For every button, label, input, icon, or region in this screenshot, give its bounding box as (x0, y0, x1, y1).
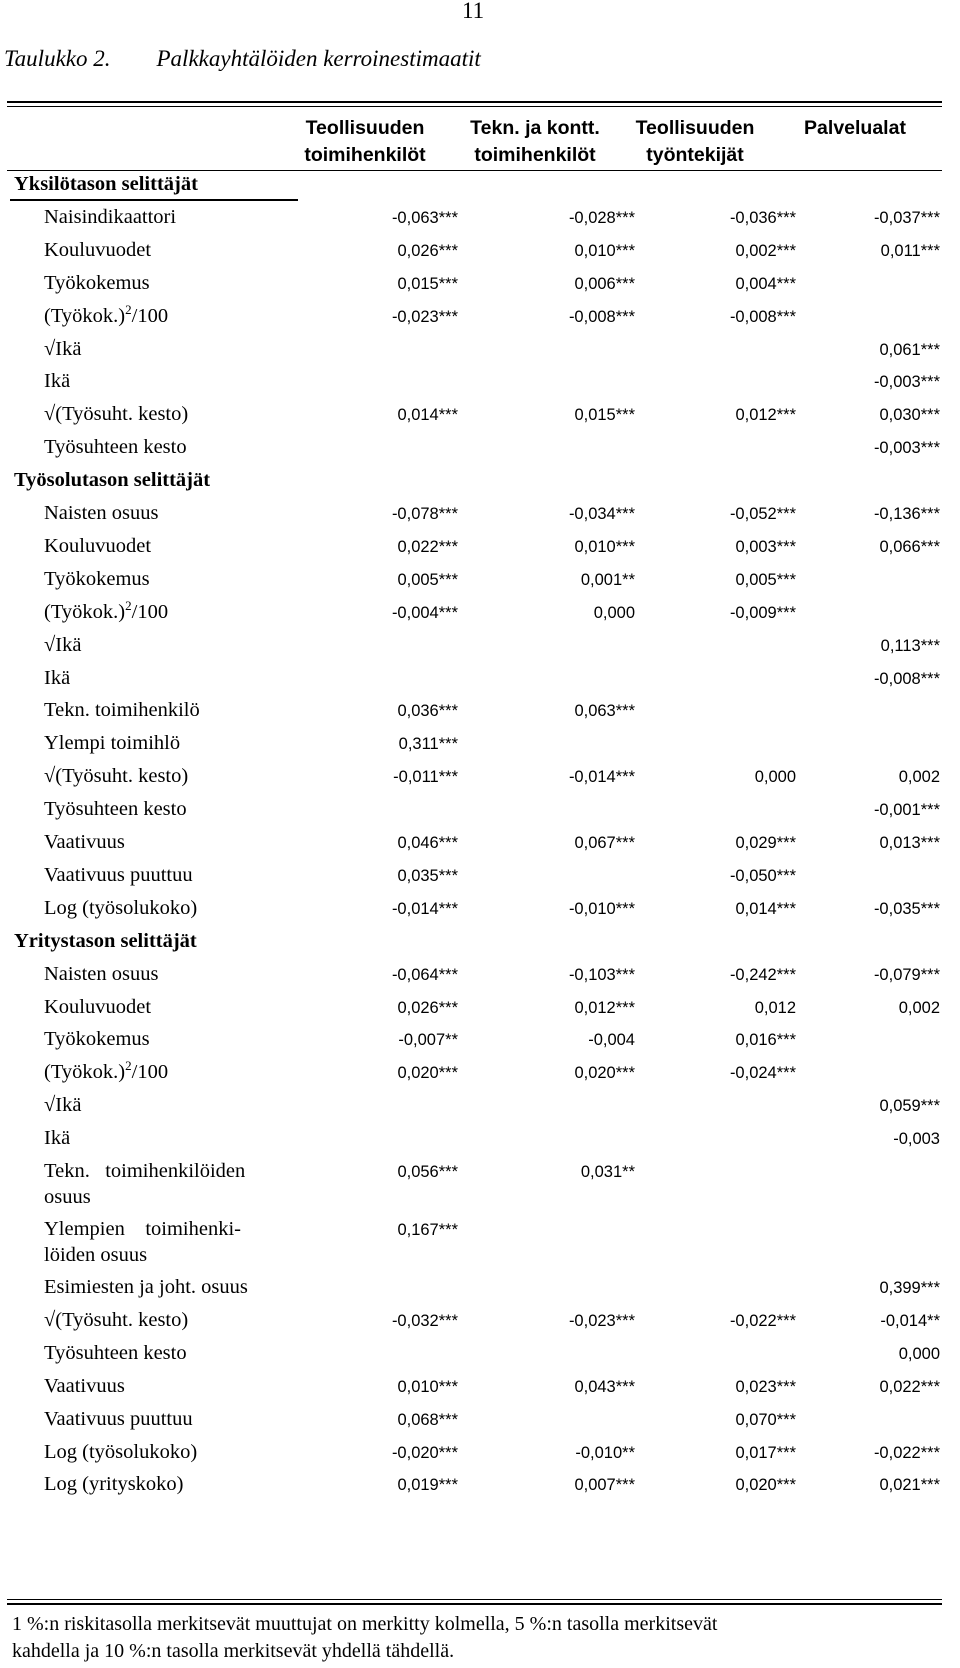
table-row (0, 1126, 960, 1160)
row-label (44, 863, 193, 887)
row-label (44, 1060, 168, 1084)
table-row (0, 1341, 960, 1375)
table-row (0, 863, 960, 897)
row-label-second-line: löiden osuus (44, 1244, 148, 1266)
cell-value: -0,079*** (873, 965, 940, 984)
bottom-double-rule-2 (7, 1603, 942, 1605)
table-row (0, 1407, 960, 1441)
bottom-double-rule-1 (7, 1599, 942, 1600)
cell-value: 0,010*** (574, 537, 635, 556)
row-label-second-line: osuus (44, 1186, 91, 1208)
cell-value: 0,000 (898, 1344, 940, 1363)
cell-value: 0,020*** (397, 1064, 458, 1083)
cell-value: 0,070*** (735, 1410, 796, 1429)
row-label-text: Naisindikaattori (44, 205, 177, 228)
section-underline (10, 199, 298, 201)
cell-value: -0,008*** (568, 307, 635, 326)
row-label (44, 731, 180, 755)
table-row (0, 1217, 960, 1266)
row-label (44, 1093, 81, 1117)
column-header-line: Teollisuuden (635, 117, 755, 139)
cell-value: -0,063*** (391, 208, 458, 227)
column-header-line: Tekn. ja kontt. (470, 117, 600, 139)
cell-value: -0,034*** (568, 505, 635, 523)
cell-value: -0,037*** (873, 208, 940, 227)
table-caption (4, 46, 481, 72)
cell-value: -0,022*** (729, 1311, 796, 1330)
cell-value: -0,007** (398, 1031, 458, 1050)
cell-value: 0,066*** (879, 537, 940, 556)
cell-value: 0,022*** (879, 1377, 940, 1396)
row-label (44, 205, 176, 229)
cell-value: 0,012*** (735, 406, 796, 425)
row-label (44, 271, 150, 295)
cell-value: 0,007*** (574, 1476, 635, 1495)
row-label-text: Tekn. toimihenkilö (44, 699, 200, 722)
row-label-text: Kouluvuodet (44, 995, 152, 1018)
table-row (0, 1308, 960, 1342)
row-label-text: (Työkok.) (44, 304, 126, 327)
cell-value: 0,022*** (397, 537, 458, 556)
cell-value: 0,001** (580, 570, 635, 589)
table-row (0, 1472, 960, 1506)
row-label-text: √Ikä (44, 1094, 82, 1117)
table-row (0, 666, 960, 700)
section-row (0, 172, 960, 206)
row-label (44, 567, 150, 591)
table-row (0, 205, 960, 239)
row-label-text: Yksilötason selittäjät (14, 173, 198, 195)
row-label-text: √(Työsuht. kesto) (44, 1308, 189, 1331)
cell-value: -0,020*** (391, 1443, 458, 1462)
table-row (0, 1093, 960, 1127)
cell-value: 0,035*** (397, 866, 458, 885)
cell-value: -0,022*** (873, 1443, 940, 1462)
cell-value: -0,028*** (568, 208, 635, 227)
cell-value: 0,002*** (735, 241, 796, 260)
row-label-text: Vaativuus puuttuu (44, 1407, 193, 1430)
section-row (0, 468, 960, 502)
table-row (0, 435, 960, 469)
row-label (44, 1472, 184, 1496)
section-label (14, 172, 198, 196)
column-header-line: toimihenkilöt (474, 144, 596, 166)
cell-value: -0,014** (880, 1311, 940, 1330)
row-label (44, 301, 169, 328)
cell-value: 0,006*** (574, 274, 635, 293)
footnote (12, 1611, 717, 1665)
cell-value: 0,012*** (574, 998, 635, 1017)
row-label (44, 597, 169, 624)
section-label (14, 468, 210, 492)
cell-value: 0,061*** (879, 340, 940, 359)
row-label-text: Työkokemus (44, 1028, 150, 1051)
column-header-teollisuuden-toimihenkilot (290, 115, 440, 169)
table-row (0, 633, 960, 667)
table-row (0, 797, 960, 831)
cell-value: 0,046*** (397, 834, 458, 852)
cell-value: 0,003*** (735, 537, 796, 556)
cell-value: 0,012 (754, 998, 796, 1017)
cell-value: 0,000 (754, 768, 796, 787)
exponent: 2 (125, 301, 132, 317)
top-double-rule-1 (7, 101, 942, 103)
row-label (44, 1308, 188, 1332)
cell-value: 0,020*** (735, 1476, 796, 1495)
row-label-text: √(Työsuht. kesto) (44, 403, 189, 426)
cell-value: 0,005*** (397, 570, 458, 589)
table-row (0, 995, 960, 1029)
row-label (44, 1126, 70, 1150)
row-label (44, 830, 125, 854)
row-label (44, 1440, 197, 1464)
table-row (0, 271, 960, 305)
table-row (0, 301, 960, 338)
table-row (0, 1440, 960, 1474)
row-label (44, 238, 151, 262)
cell-value: 0,016*** (735, 1031, 796, 1050)
cell-value: -0,052*** (729, 505, 796, 523)
cell-value: 0,021*** (879, 1476, 940, 1495)
cell-value: -0,003*** (873, 439, 940, 458)
row-label (44, 1275, 248, 1299)
cell-value: -0,024*** (729, 1064, 796, 1083)
row-label (44, 797, 187, 821)
cell-value: 0,059*** (879, 1097, 940, 1116)
cell-value: 0,004*** (735, 274, 796, 293)
table-row (0, 896, 960, 930)
table-row (0, 567, 960, 601)
cell-value: -0,004*** (391, 603, 458, 622)
cell-value: -0,010** (575, 1443, 635, 1462)
section-row (0, 929, 960, 963)
cell-value: 0,399*** (879, 1279, 940, 1297)
cell-value: -0,050*** (729, 866, 796, 885)
row-label-text: Työsolutason selittäjät (14, 469, 211, 492)
row-label-text: √Ikä (44, 337, 82, 360)
page-number: 11 (462, 0, 485, 23)
cell-value: 0,019*** (397, 1476, 458, 1495)
row-label (44, 1159, 245, 1209)
row-label (44, 369, 70, 393)
footnote-line: kahdella ja 10 %:n tasolla merkitsevät yhdellä tähdellä. (12, 1640, 455, 1662)
row-label-text: Ylempi toimihlö (44, 732, 181, 755)
cell-value: -0,136*** (873, 505, 940, 523)
table-row (0, 1159, 960, 1208)
cell-value: 0,029*** (735, 834, 796, 852)
row-label-text: Työsuhteen kesto (44, 798, 187, 821)
cell-value: -0,004 (588, 1031, 635, 1050)
column-header-line: Palvelualat (804, 117, 906, 139)
cell-value: -0,014*** (568, 768, 635, 787)
row-label (44, 1374, 125, 1398)
row-label-text: Kouluvuodet (44, 238, 152, 261)
table-row (0, 1374, 960, 1408)
table-row (0, 764, 960, 798)
cell-value: 0,017*** (735, 1443, 796, 1462)
row-label (44, 666, 70, 690)
cell-value: 0,020*** (574, 1064, 635, 1083)
column-header-line: toimihenkilöt (304, 144, 426, 166)
row-label-text: Naisten osuus (44, 502, 159, 524)
cell-value: 0,015*** (397, 274, 458, 293)
cell-value: 0,026*** (397, 998, 458, 1017)
row-label (44, 1217, 241, 1267)
table-row (0, 238, 960, 272)
row-label-text: √Ikä (44, 633, 82, 656)
table-row (0, 962, 960, 996)
row-label (44, 764, 188, 788)
cell-value: 0,056*** (397, 1163, 458, 1181)
table-row (0, 501, 960, 535)
cell-value: 0,011*** (880, 241, 940, 260)
row-label-text: Kouluvuodet (44, 534, 152, 557)
row-label (44, 435, 187, 459)
column-header-line: Teollisuuden (305, 117, 425, 139)
row-label (44, 1341, 187, 1365)
cell-value: -0,014*** (391, 899, 458, 918)
table-row (0, 369, 960, 403)
cell-value: 0,023*** (735, 1377, 796, 1396)
row-label (44, 962, 158, 986)
row-label-text: Esimiesten ja joht. osuus (44, 1276, 248, 1298)
cell-value: 0,014*** (735, 899, 796, 918)
cell-value: 0,010*** (574, 241, 635, 260)
cell-value: 0,031** (580, 1163, 635, 1181)
row-label-text: Työkokemus (44, 567, 150, 590)
table-row (0, 337, 960, 371)
column-header-tekn-kontt-toimihenkilot (455, 115, 615, 169)
row-label-text: Tekn. toimihenkilöiden (44, 1160, 246, 1182)
cell-value: 0,043*** (574, 1377, 635, 1396)
row-label (44, 896, 197, 920)
cell-value: -0,078*** (391, 505, 458, 523)
cell-value: 0,010*** (397, 1377, 458, 1396)
cell-value: -0,064*** (391, 965, 458, 984)
row-label-text: Ylempien toimihenki- (44, 1218, 241, 1240)
cell-value: -0,008*** (729, 307, 796, 326)
cell-value: -0,242*** (729, 965, 796, 984)
table-row (0, 597, 960, 634)
cell-value: 0,026*** (397, 241, 458, 260)
cell-value: 0,014*** (397, 406, 458, 425)
row-label (44, 337, 81, 361)
exponent: 2 (125, 1058, 132, 1074)
row-label (44, 1027, 150, 1051)
row-label-text: Ikä (44, 370, 71, 393)
header-rule (7, 170, 942, 171)
cell-value: -0,003 (893, 1130, 940, 1149)
row-label-text: Yritystason selittäjät (14, 929, 197, 952)
cell-value: 0,005*** (735, 570, 796, 589)
row-label-text: Log (työsolukoko) (44, 896, 198, 919)
cell-value: 0,067*** (574, 834, 635, 852)
cell-value: -0,010*** (568, 899, 635, 918)
row-label-text: Log (yrityskoko) (44, 1473, 184, 1496)
footnote-line: 1 %:n riskitasolla merkitsevät muuttujat on merkitty kolmella, 5 %:n tasolla merkitsevät (12, 1613, 718, 1635)
cell-value: -0,008*** (873, 669, 940, 688)
cell-value: 0,068*** (397, 1410, 458, 1429)
cell-value: 0,036*** (397, 702, 458, 721)
row-label-text: (Työkok.) (44, 600, 126, 623)
cell-value: 0,030*** (879, 406, 940, 425)
row-label-suffix: /100 (131, 1061, 169, 1084)
caption-label: Taulukko 2. (4, 46, 111, 71)
table-row (0, 534, 960, 568)
table-row (0, 698, 960, 732)
column-header-teollisuuden-tyontekijat (620, 115, 770, 169)
row-label (44, 995, 151, 1019)
row-label (44, 534, 151, 558)
cell-value: -0,011*** (393, 768, 458, 787)
cell-value: -0,023*** (568, 1311, 635, 1330)
row-label-suffix: /100 (131, 600, 169, 623)
row-label (44, 501, 158, 525)
table-row (0, 731, 960, 765)
cell-value: -0,023*** (391, 307, 458, 326)
cell-value: 0,063*** (574, 702, 635, 721)
exponent: 2 (125, 597, 132, 613)
row-label-text: Työsuhteen kesto (44, 436, 187, 459)
cell-value: 0,113*** (880, 636, 940, 655)
cell-value: -0,032*** (391, 1311, 458, 1330)
cell-value: -0,003*** (873, 373, 940, 392)
row-label-text: Ikä (44, 1127, 71, 1150)
cell-value: -0,009*** (729, 603, 796, 622)
row-label (44, 698, 200, 722)
row-label-text: Log (työsolukoko) (44, 1440, 198, 1463)
top-double-rule-2 (7, 106, 942, 107)
cell-value: 0,002 (898, 768, 940, 787)
row-label-text: (Työkok.) (44, 1061, 126, 1084)
row-label-text: Työsuhteen kesto (44, 1341, 187, 1364)
cell-value: -0,103*** (568, 965, 635, 984)
cell-value: 0,311*** (398, 735, 458, 754)
column-header-palvelualat (780, 115, 930, 142)
row-label-text: √(Työsuht. kesto) (44, 765, 189, 788)
row-label (44, 633, 81, 657)
cell-value: 0,000 (593, 603, 635, 622)
cell-value: 0,167*** (397, 1221, 458, 1239)
row-label-text: Ikä (44, 666, 71, 689)
table-row (0, 830, 960, 864)
cell-value: 0,015*** (574, 406, 635, 425)
row-label-text: Naisten osuus (44, 962, 159, 985)
table-row (0, 1275, 960, 1309)
row-label-text: Vaativuus (44, 1374, 125, 1397)
cell-value: 0,013*** (879, 834, 940, 852)
row-label (44, 402, 188, 426)
cell-value: -0,001*** (873, 801, 940, 820)
row-label-text: Vaativuus (44, 831, 125, 853)
table-row (0, 1027, 960, 1061)
row-label (44, 1407, 193, 1431)
column-header-line: työntekijät (646, 144, 744, 166)
table-row (0, 1060, 960, 1094)
caption-title: Palkkayhtälöiden kerroinestimaatit (156, 46, 481, 71)
section-label (14, 929, 197, 953)
row-label-text: Vaativuus puuttuu (44, 863, 193, 886)
row-label-suffix: /100 (131, 304, 169, 327)
table-row (0, 402, 960, 436)
row-label-text: Työkokemus (44, 271, 150, 294)
cell-value: -0,035*** (873, 899, 940, 918)
cell-value: -0,036*** (729, 208, 796, 227)
cell-value: 0,002 (898, 998, 940, 1017)
